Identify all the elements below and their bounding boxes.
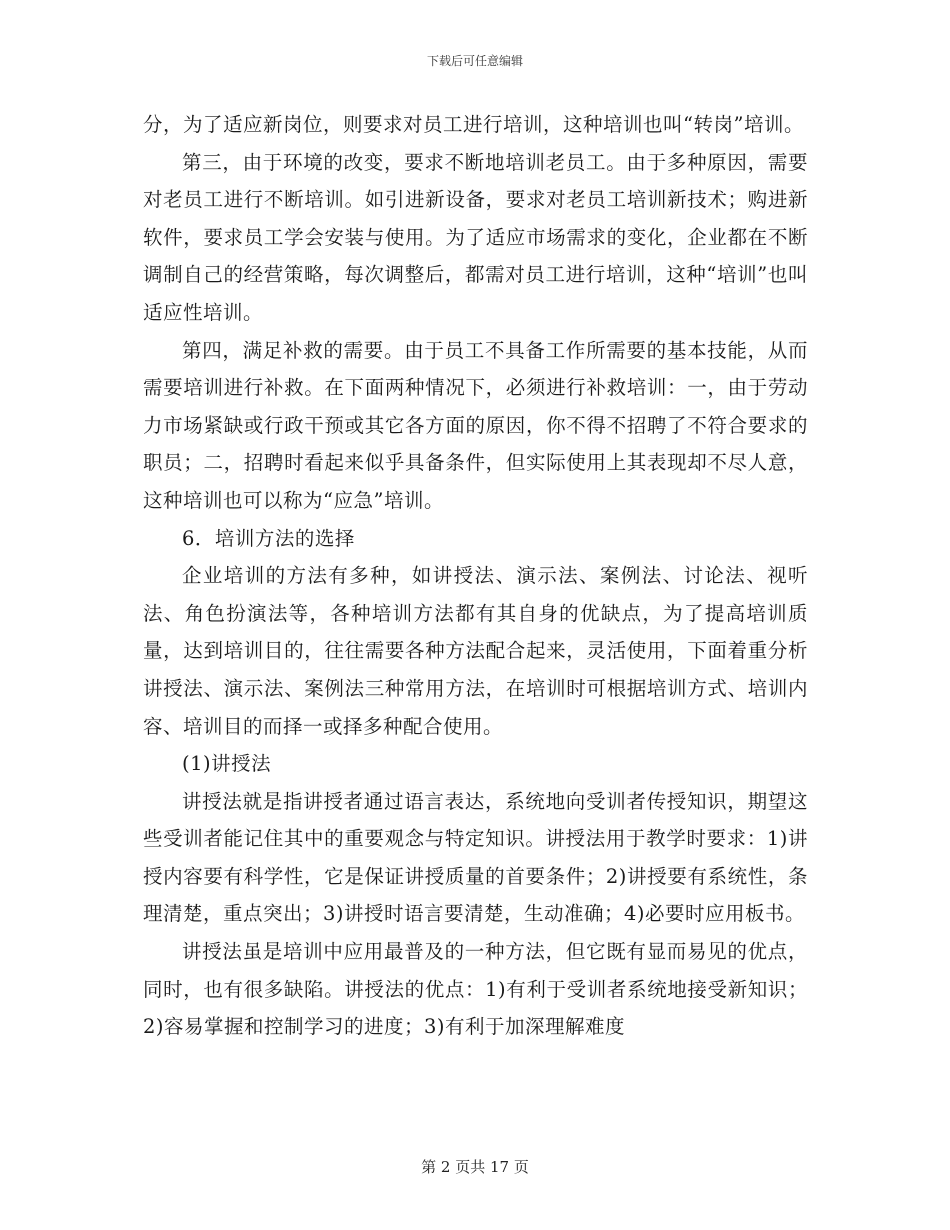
document-body	[143, 106, 808, 1046]
page-header: 下载后可任意编辑	[426, 54, 523, 68]
subsection-heading: (1)讲授法	[182, 752, 272, 776]
paragraph: 企业培训的方法有多种，如讲授法、演示法、案例法、讨论法、视听法、角色扮演法等，各种培训方法都有其自身的优缺点，为了提高培训质量，达到培训目的，往往需要各种方法配合起来，灵活使用，下面着重分析讲授法、演示法、案例法三种常用方法，在培训时可根据培训方式、培训内容、培训目的而择一或择多种配合使用。	[143, 564, 808, 738]
page-footer: 第 2 页共 17 页	[421, 1158, 529, 1176]
section-heading: 6．培训方法的选择	[182, 526, 355, 550]
paragraph: 讲授法就是指讲授者通过语言表达，系统地向受训者传授知识，期望这些受训者能记住其中的重要观念与特定知识。讲授法用于教学时要求：1)讲授内容要有科学性，它是保证讲授质量的首要条件；2)讲授要有系统性，条理清楚，重点突出；3)讲授时语言要清楚，生动准确；4)必要时应用板书。	[143, 789, 808, 926]
paragraph: 第四，满足补救的需要。由于员工不具备工作所需要的基本技能，从而需要培训进行补救。在下面两种情况下，必须进行补救培训：一，由于劳动力市场紧缺或行政干预或其它各方面的原因，你不得不招聘了不符合要求的职员；二，招聘时看起来似乎具备条件，但实际使用上其表现却不尽人意，这种培训也可以称为“应急”培训。	[143, 338, 808, 512]
paragraph: 讲授法虽是培训中应用最普及的一种方法，但它既有显而易见的优点，同时，也有很多缺陷。讲授法的优点：1)有利于受训者系统地接受新知识；2)容易掌握和控制学习的进度；3)有利于加深理解难度	[143, 940, 808, 1039]
paragraph: 第三，由于环境的改变，要求不断地培训老员工。由于多种原因，需要对老员工进行不断培训。如引进新设备，要求对老员工培训新技术；购进新软件，要求员工学会安装与使用。为了适应市场需求的变化，企业都在不断调制自己的经营策略，每次调整后，都需对员工进行培训，这种“培训”也叫适应性培训。	[143, 150, 808, 324]
paragraph-continuation: 分，为了适应新岗位，则要求对员工进行培训，这种培训也叫“转岗”培训。	[143, 113, 804, 136]
